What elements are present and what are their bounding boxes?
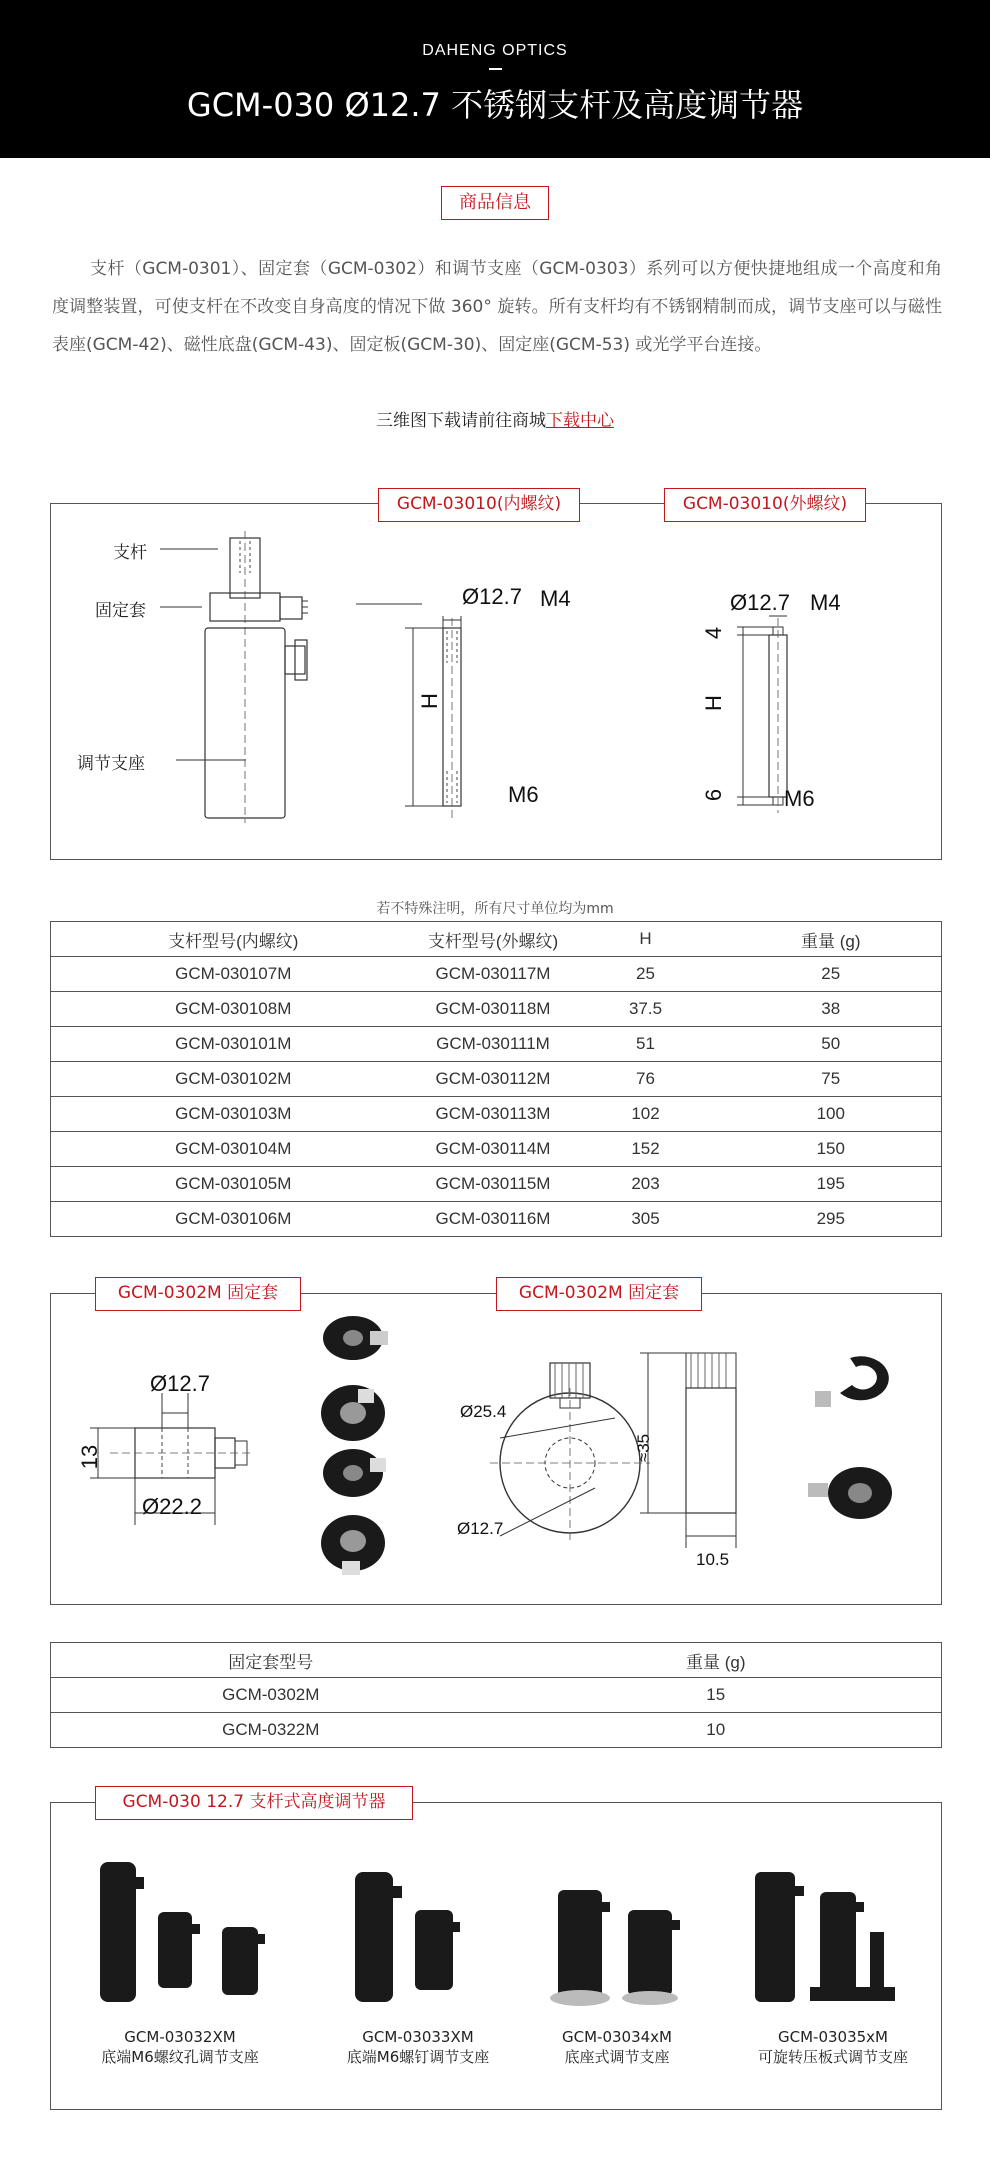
table-cell: GCM-030104M (51, 1132, 416, 1167)
product-caption (517, 2027, 717, 2067)
product-caption (733, 2027, 933, 2067)
dim-clamp-127: Ø12.7 (457, 1519, 504, 1538)
table-cell: GCM-030118M (416, 992, 571, 1027)
dim-collar-height: 13 (77, 1444, 103, 1470)
table-cell: GCM-030116M (435, 1209, 551, 1228)
label-rod: 支杆 (113, 543, 147, 563)
table-header-row (51, 922, 942, 957)
dim-m6-outer: M6 (784, 786, 815, 811)
dim-m6-inner: M6 (508, 782, 539, 807)
collar-photos (321, 1316, 388, 1575)
table-cell: 25 (571, 957, 721, 992)
dim-6-outer: 6 (701, 788, 727, 802)
table-row (51, 1202, 942, 1237)
product-caption (80, 2027, 280, 2067)
table-cell: 75 (721, 1062, 942, 1097)
col-header: 支杆型号(外螺纹) (416, 922, 571, 957)
table-cell: 37.5 (571, 992, 721, 1027)
collar-drawing (50, 1293, 942, 1605)
tag-height-adjusters: GCM-030 12.7 支杆式高度调节器 (95, 1786, 413, 1820)
table-cell: 152 (571, 1132, 721, 1167)
dim-m4-inner: M4 (540, 586, 571, 611)
table-row (51, 1132, 942, 1167)
table-cell: 203 (571, 1167, 721, 1202)
dim-collar-bore: Ø12.7 (150, 1371, 210, 1396)
collar-table (50, 1642, 942, 1748)
label-base: 调节支座 (77, 754, 145, 774)
col-header: 固定套型号 (51, 1643, 491, 1678)
page-title: GCM-030 Ø12.7 不锈钢支杆及高度调节器 (186, 86, 804, 124)
table-cell: GCM-030102M (51, 1062, 416, 1097)
dim-diameter-outer: Ø12.7 (730, 590, 790, 615)
product-desc: 底端M6螺纹孔调节支座 (101, 2048, 259, 2066)
col-header: H (571, 922, 721, 957)
dim-h-outer: H (700, 695, 726, 711)
download-line (0, 406, 990, 431)
table-cell: 100 (721, 1097, 942, 1132)
table-cell: GCM-030115M (416, 1167, 571, 1202)
brand-divider (489, 68, 502, 70)
col-header: 重量 (g) (721, 922, 942, 957)
dim-h-inner: H (416, 693, 442, 709)
product-caption (318, 2027, 518, 2067)
label-collar: 固定套 (95, 601, 146, 621)
table-cell: 15 (491, 1678, 942, 1713)
table-cell: GCM-0322M (222, 1720, 320, 1739)
product-model: GCM-03034xM (562, 2028, 672, 2046)
table-cell: GCM-0302M (51, 1678, 491, 1713)
table-cell: GCM-030106M (175, 1209, 292, 1228)
col-header: 重量 (g) (491, 1643, 942, 1678)
table-header-row (51, 1643, 942, 1678)
table-row (51, 1167, 942, 1202)
table-row (51, 992, 942, 1027)
tag-outer-thread: GCM-03010(外螺纹) (664, 488, 866, 522)
table-row (51, 1713, 942, 1748)
page-header (0, 0, 990, 158)
table-cell: 150 (721, 1132, 942, 1167)
download-center-link[interactable]: 下载中心 (546, 411, 614, 431)
table-cell: 295 (816, 1209, 845, 1228)
table-cell: GCM-030105M (51, 1167, 416, 1202)
table-cell: GCM-030113M (416, 1097, 571, 1132)
tag-collar-right: GCM-0302M 固定套 (496, 1277, 702, 1311)
table-cell: GCM-030107M (51, 957, 416, 992)
brand-name: DAHENG OPTICS (422, 42, 568, 59)
table-cell: GCM-030112M (416, 1062, 571, 1097)
table-cell: GCM-030101M (51, 1027, 416, 1062)
dim-4-outer: 4 (701, 626, 727, 640)
product-model: GCM-03035xM (778, 2028, 888, 2046)
download-prefix: 三维图下载请前往商城 (376, 411, 546, 431)
unit-note: 若不特殊注明，所有尺寸单位均为mm (376, 901, 614, 917)
dim-clamp-105: 10.5 (696, 1550, 730, 1569)
table-cell: 195 (721, 1167, 942, 1202)
table-row (51, 1097, 942, 1132)
table-cell: 305 (631, 1209, 660, 1228)
table-cell: 25 (721, 957, 942, 992)
table-row (51, 1027, 942, 1062)
table-cell: GCM-030103M (51, 1097, 416, 1132)
product-model: GCM-03033XM (362, 2028, 474, 2046)
tag-inner-thread: GCM-03010(内螺纹) (378, 488, 580, 522)
rods-table (50, 921, 942, 1237)
product-desc: 可旋转压板式调节支座 (757, 2048, 908, 2066)
table-cell: GCM-030111M (416, 1027, 571, 1062)
product-desc: 底座式调节支座 (564, 2048, 670, 2066)
table-row (51, 1678, 942, 1713)
col-header: 支杆型号(内螺纹) (51, 922, 416, 957)
info-paragraph: 支杆（GCM-0301）、固定套（GCM-0302）和调节支座（GCM-0303）系列可以方便快捷地组成一个高度和角度调整装置，可使支杆在不改变自身高度的情况下做 360° 旋转。所有支杆均有不锈钢精制而成，调节支座可以与磁性表座(GCM-42)、磁性底盘(GCM-43)、固定板(GCM-30)、固定座(GCM-53) 或光学平台连接。 (52, 259, 942, 355)
table-row (51, 957, 942, 992)
products-photos (50, 1802, 942, 2022)
tag-collar-left: GCM-0302M 固定套 (95, 1277, 301, 1311)
table-cell: GCM-030114M (416, 1132, 571, 1167)
product-desc: 底端M6螺钉调节支座 (346, 2048, 490, 2066)
table-cell: 76 (571, 1062, 721, 1097)
table-cell: 10 (706, 1720, 726, 1739)
table-cell: 38 (721, 992, 942, 1027)
table-cell: GCM-030117M (416, 957, 571, 992)
product-model: GCM-03032XM (124, 2028, 236, 2046)
dim-clamp-254: Ø25.4 (460, 1402, 507, 1421)
dim-m4-outer: M4 (810, 590, 841, 615)
table-cell: 51 (571, 1027, 721, 1062)
info-tag: 商品信息 (441, 186, 549, 220)
dim-clamp-35: ≈35 (634, 1433, 654, 1463)
table-cell: 50 (721, 1027, 942, 1062)
dim-collar-od: Ø22.2 (142, 1494, 202, 1519)
table-cell: 102 (571, 1097, 721, 1132)
table-cell: GCM-030108M (51, 992, 416, 1027)
table-row (51, 1062, 942, 1097)
dim-diameter-inner: Ø12.7 (462, 584, 522, 609)
